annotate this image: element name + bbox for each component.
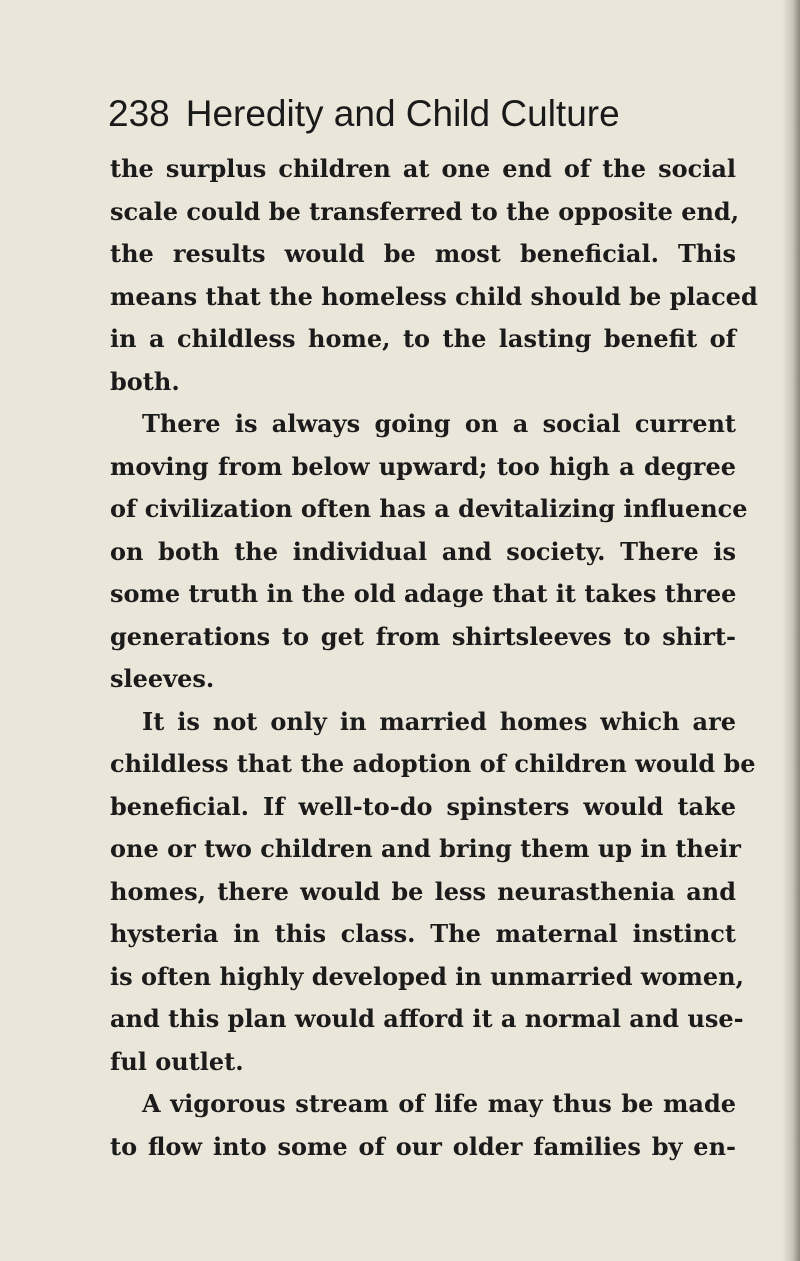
text-line: childless that the adoption of children would be: [110, 749, 756, 778]
text-line: of civilization often has a devitalizing influence: [110, 494, 748, 523]
text-line: and this plan would afford it a normal and use-: [110, 1004, 744, 1033]
text-line: on both the individual and society. There is: [110, 536, 736, 566]
text-line: ful outlet.: [110, 1046, 244, 1076]
text-line: There is always going on a social current: [142, 409, 736, 438]
text-line: the results would be most beneficial. This: [110, 239, 736, 268]
text-line: A vigorous stream of life may thus be made: [142, 1089, 736, 1118]
text-line: both.: [110, 366, 180, 396]
text-line: some truth in the old adage that it takes three: [110, 579, 737, 608]
book-title: Heredity and Child Culture: [185, 93, 620, 134]
body-text: [110, 148, 758, 1168]
text-line: to flow into some of our older families by en-: [110, 1131, 736, 1161]
page-edge-shadow: [782, 0, 800, 1261]
page-number: 238: [108, 93, 170, 134]
text-line: means that the homeless child should be placed: [110, 281, 758, 311]
text-line: in a childless home, to the lasting benefit of: [110, 324, 736, 353]
text-line: beneficial. If well-to-do spinsters would take: [110, 791, 736, 821]
text-line: hysteria in this class. The maternal instinct: [110, 919, 736, 948]
text-line: It is not only in married homes which are: [142, 706, 736, 736]
text-line: scale could be transferred to the opposite end,: [110, 196, 740, 226]
text-line: one or two children and bring them up in their: [110, 834, 741, 863]
running-head: [108, 88, 708, 140]
text-line: generations to get from shirtsleeves to shirt-: [110, 621, 736, 651]
text-line: homes, there would be less neurasthenia and: [110, 876, 736, 906]
text-line: is often highly developed in unmarried women,: [110, 961, 744, 991]
text-line: the surplus children at one end of the social: [110, 154, 736, 183]
text-line: sleeves.: [110, 664, 215, 693]
text-line: moving from below upward; too high a degree: [110, 451, 736, 481]
